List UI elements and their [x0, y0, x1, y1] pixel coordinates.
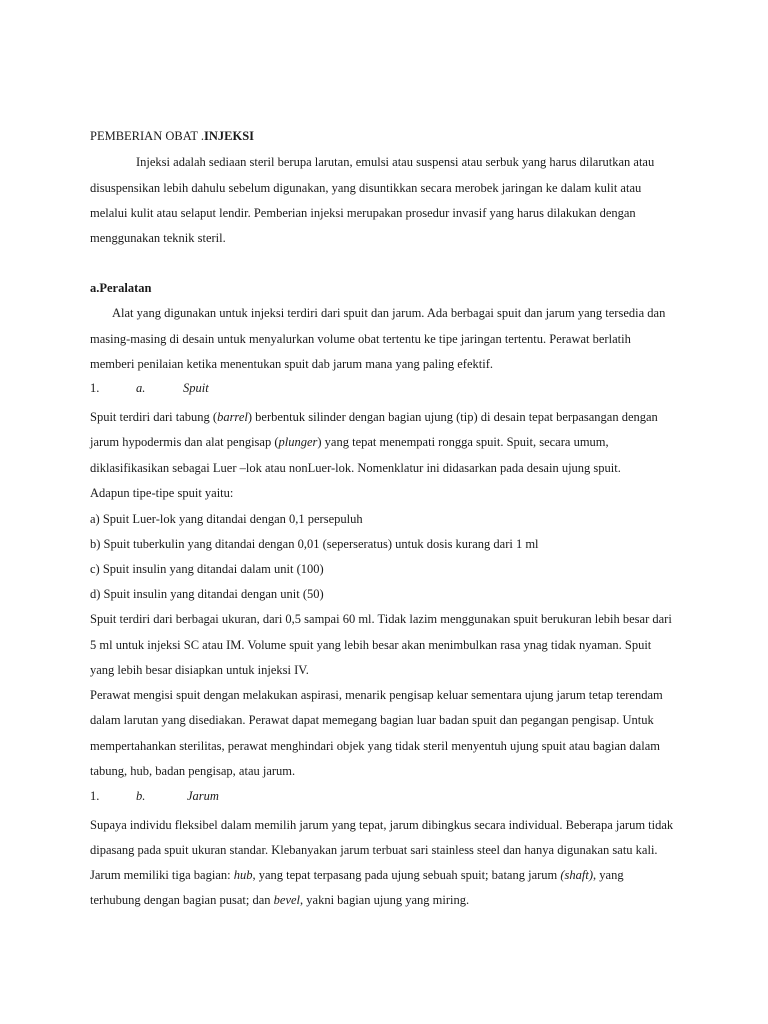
- spuit-fill-line: mempertahankan sterilitas, perawat menghindari objek yang tidak steril menyentuh ujung spuit atau bagian dalam: [90, 739, 660, 753]
- item-spuit-letter: a.: [136, 381, 146, 395]
- spuit-size-line: Spuit terdiri dari berbagai ukuran, dari 0,5 sampai 60 ml. Tidak lazim menggunakan spuit berukuran lebih besar dari: [90, 612, 672, 626]
- peralatan-line: masing-masing di desain untuk menyalurkan volume obat tertentu ke tipe jaringan tertentu. Perawat berlatih: [90, 332, 631, 346]
- spuit-fill-line: tabung, hub, badan pengisap, atau jarum.: [90, 764, 296, 778]
- title-bold: INJEKSI: [204, 129, 255, 143]
- spuit-type-item: d) Spuit insulin yang ditandai dengan unit (50): [90, 587, 324, 601]
- title-prefix: PEMBERIAN OBAT .: [90, 129, 205, 143]
- spuit-size-line: 5 ml untuk injeksi SC atau IM. Volume spuit yang lebih besar akan menimbulkan rasa ynag tidak nyaman. Spuit: [90, 638, 652, 652]
- item-spuit-number: 1.: [90, 381, 100, 395]
- spuit-line: diklasifikasikan sebagai Luer –lok atau nonLuer-lok. Nomenklatur ini didasarkan pada desain ujung spuit.: [90, 461, 621, 475]
- spuit-line: Adapun tipe-tipe spuit yaitu:: [90, 486, 234, 500]
- peralatan-line: memberi penilaian ketika menentukan spuit dab jarum mana yang paling efektif.: [90, 357, 493, 371]
- spuit-type-item: b) Spuit tuberkulin yang ditandai dengan 0,01 (seperseratus) untuk dosis kurang dari 1 ml: [90, 537, 539, 551]
- jarum-line: Jarum memiliki tiga bagian: hub, yang tepat terpasang pada ujung sebuah spuit; batang jarum (shaft), yang: [90, 868, 624, 882]
- spuit-type-item: c) Spuit insulin yang ditandai dalam unit (100): [90, 562, 324, 576]
- spuit-line: jarum hypodermis dan alat pengisap (plunger) yang tepat menempati rongga spuit. Spuit, secara umum,: [90, 435, 609, 449]
- intro-line: melalui kulit atau selaput lendir. Pemberian injeksi merupakan prosedur invasif yang harus dilakukan dengan: [90, 206, 636, 220]
- intro-line: Injeksi adalah sediaan steril berupa larutan, emulsi atau suspensi atau serbuk yang harus dilarutkan atau: [136, 155, 655, 169]
- jarum-line: dipasang pada spuit ukuran standar. Klebanyakan jarum terbuat sari stainless steel dan hanya digunakan satu kali.: [90, 843, 658, 857]
- item-spuit-label: Spuit: [183, 381, 209, 395]
- item-jarum-number: 1.: [90, 789, 100, 803]
- intro-line: disuspensikan lebih dahulu sebelum digunakan, yang disuntikkan secara merobek jaringan ke dalam kulit atau: [90, 181, 642, 195]
- peralatan-line: Alat yang digunakan untuk injeksi terdiri dari spuit dan jarum. Ada berbagai spuit dan jarum yang tersedia dan: [112, 306, 666, 320]
- spuit-fill-line: Perawat mengisi spuit dengan melakukan aspirasi, menarik pengisap keluar sementara ujung jarum tetap terendam: [90, 688, 663, 702]
- section-heading-peralatan: a.Peralatan: [90, 281, 152, 295]
- spuit-line: Spuit terdiri dari tabung (barrel) berbentuk silinder dengan bagian ujung (tip) di desain tepat berpasangan dengan: [90, 410, 658, 424]
- item-jarum-label: Jarum: [187, 789, 219, 803]
- document-title: [90, 129, 254, 143]
- intro-line: menggunakan teknik steril.: [90, 231, 226, 245]
- jarum-line: terhubung dengan bagian pusat; dan bevel, yakni bagian ujung yang miring.: [90, 893, 470, 907]
- item-jarum-letter: b.: [136, 789, 146, 803]
- spuit-size-line: yang lebih besar disiapkan untuk injeksi IV.: [90, 663, 309, 677]
- spuit-fill-line: dalam larutan yang disediakan. Perawat dapat memegang bagian luar badan spuit dan pegangan pengisap. Untuk: [90, 713, 654, 727]
- spuit-type-item: a) Spuit Luer-lok yang ditandai dengan 0,1 persepuluh: [90, 512, 363, 526]
- jarum-line: Supaya individu fleksibel dalam memilih jarum yang tepat, jarum dibingkus secara individual. Beberapa jarum tidak: [90, 818, 674, 832]
